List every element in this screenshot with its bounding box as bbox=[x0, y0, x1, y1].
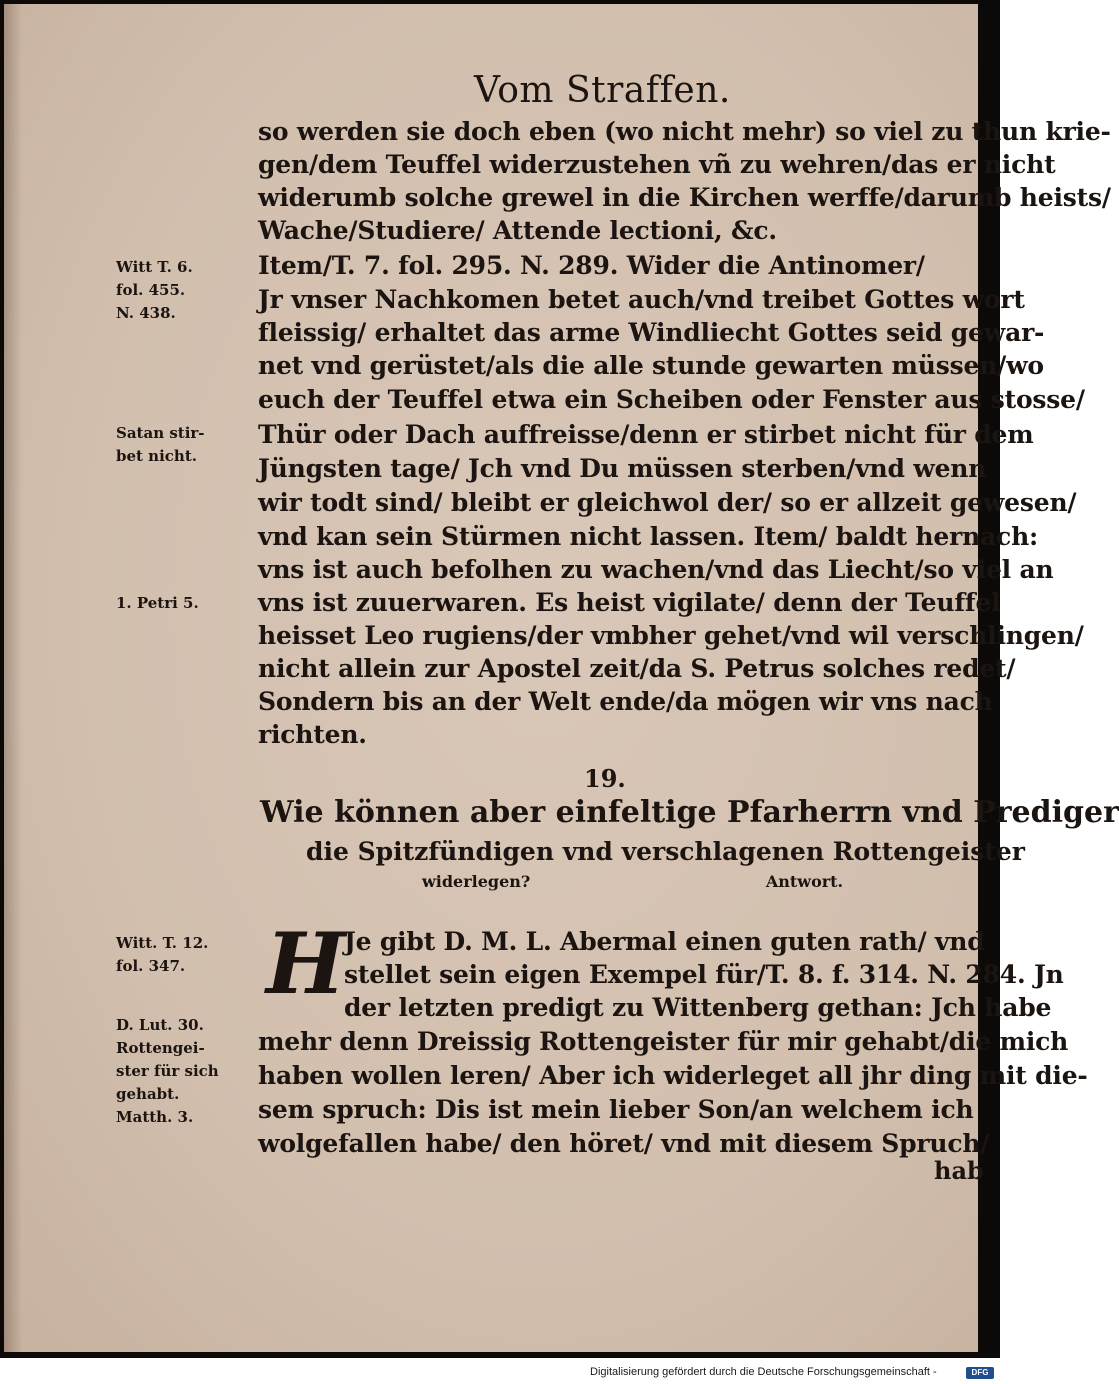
body-line: fleissig/ erhaltet das arme Windliecht Gottes seid gewar- bbox=[258, 318, 1045, 347]
margin-note-line: D. Lut. 30. bbox=[116, 1016, 204, 1034]
margin-note-line: Matth. 3. bbox=[116, 1108, 194, 1126]
margin-note-line: Witt. T. 12. bbox=[116, 934, 209, 952]
body-line: nicht allein zur Apostel zeit/da S. Petrus solches redet/ bbox=[258, 654, 1016, 683]
running-head: Vom Straffen. bbox=[474, 70, 731, 111]
body-line: Jr vnser Nachkomen betet auch/vnd treibet Gottes wort bbox=[258, 285, 1025, 314]
body-line: so werden sie doch eben (wo nicht mehr) so viel zu thun krie- bbox=[258, 117, 1111, 146]
margin-note-line: bet nicht. bbox=[116, 447, 197, 465]
margin-note-line: N. 438. bbox=[116, 304, 176, 322]
body-line: Wache/Studiere/ Attende lectioni, &c. bbox=[258, 216, 777, 245]
body-line: heisset Leo rugiens/der vmbher gehet/vnd wil verschlingen/ bbox=[258, 621, 1084, 650]
body-line: euch der Teuffel etwa ein Scheiben oder Fenster aus stosse/ bbox=[258, 385, 1085, 414]
body-line: vnd kan sein Stürmen nicht lassen. Item/ baldt hernach: bbox=[258, 522, 1039, 551]
margin-note-line: Witt T. 6. bbox=[116, 258, 193, 276]
body-line: Thür oder Dach auffreisse/denn er stirbet nicht für dem bbox=[258, 420, 1034, 449]
body-line: der letzten predigt zu Wittenberg gethan: Jch habe bbox=[344, 993, 1052, 1022]
section-subtitle: die Spitzfündigen vnd verschlagenen Rottengeister bbox=[306, 837, 1025, 866]
body-line: richten. bbox=[258, 720, 367, 749]
section-title: Wie können aber einfeltige Pfarherrn vnd Prediger bbox=[260, 795, 1119, 830]
dfg-logo-icon bbox=[966, 1367, 994, 1379]
section-tail: widerlegen? Antwort. bbox=[422, 872, 844, 891]
body-line: Je gibt D. M. L. Abermal einen guten rath/ vnd bbox=[344, 927, 985, 956]
margin-note-line: 1. Petri 5. bbox=[116, 594, 199, 612]
body-line: Item/T. 7. fol. 295. N. 289. Wider die Antinomer/ bbox=[258, 251, 925, 280]
dfg-logo-label: DFG bbox=[971, 1368, 989, 1377]
body-line: vns ist zuuerwaren. Es heist vigilate/ denn der Teuffel bbox=[258, 588, 1001, 617]
dropcap-letter: H bbox=[266, 914, 346, 1013]
body-line: Sondern bis an der Welt ende/da mögen wir vns nach bbox=[258, 687, 993, 716]
section-number: 19. bbox=[584, 764, 626, 793]
margin-note-line: fol. 347. bbox=[116, 957, 186, 975]
body-line: vns ist auch befolhen zu wachen/vnd das Liecht/so viel an bbox=[258, 555, 1054, 584]
body-line: net vnd gerüstet/als die alle stunde gewarten müssen/wo bbox=[258, 351, 1044, 380]
body-line: stellet sein eigen Exempel für/T. 8. f. 314. N. 284. Jn bbox=[344, 960, 1064, 989]
margin-note-line: Rottengei- bbox=[116, 1039, 205, 1057]
digitization-credit: Digitalisierung gefördert durch die Deutsche Forschungsgemeinschaft - bbox=[590, 1366, 937, 1378]
catchword: hab bbox=[934, 1156, 984, 1185]
body-line: mehr denn Dreissig Rottengeister für mir gehabt/die mich bbox=[258, 1027, 1069, 1056]
body-line: widerumb solche grewel in die Kirchen werffe/darumb heists/ bbox=[258, 183, 1111, 212]
body-line: Jüngsten tage/ Jch vnd Du müssen sterben/vnd wenn bbox=[258, 454, 987, 483]
margin-note-line: gehabt. bbox=[116, 1085, 180, 1103]
margin-note-line: ster für sich bbox=[116, 1062, 219, 1080]
body-line: sem spruch: Dis ist mein lieber Son/an welchem ich bbox=[258, 1095, 974, 1124]
body-line: haben wollen leren/ Aber ich widerleget all jhr ding mit die- bbox=[258, 1061, 1088, 1090]
margin-note-line: Satan stir- bbox=[116, 424, 205, 442]
margin-note-line: fol. 455. bbox=[116, 281, 186, 299]
body-line: wir todt sind/ bleibt er gleichwol der/ so er allzeit gewesen/ bbox=[258, 488, 1077, 517]
body-line: gen/dem Teuffel widerzustehen vñ zu wehren/das er nicht bbox=[258, 150, 1056, 179]
book-page bbox=[4, 4, 1119, 1352]
body-line: wolgefallen habe/ den höret/ vnd mit diesem Spruch/ bbox=[258, 1129, 990, 1158]
